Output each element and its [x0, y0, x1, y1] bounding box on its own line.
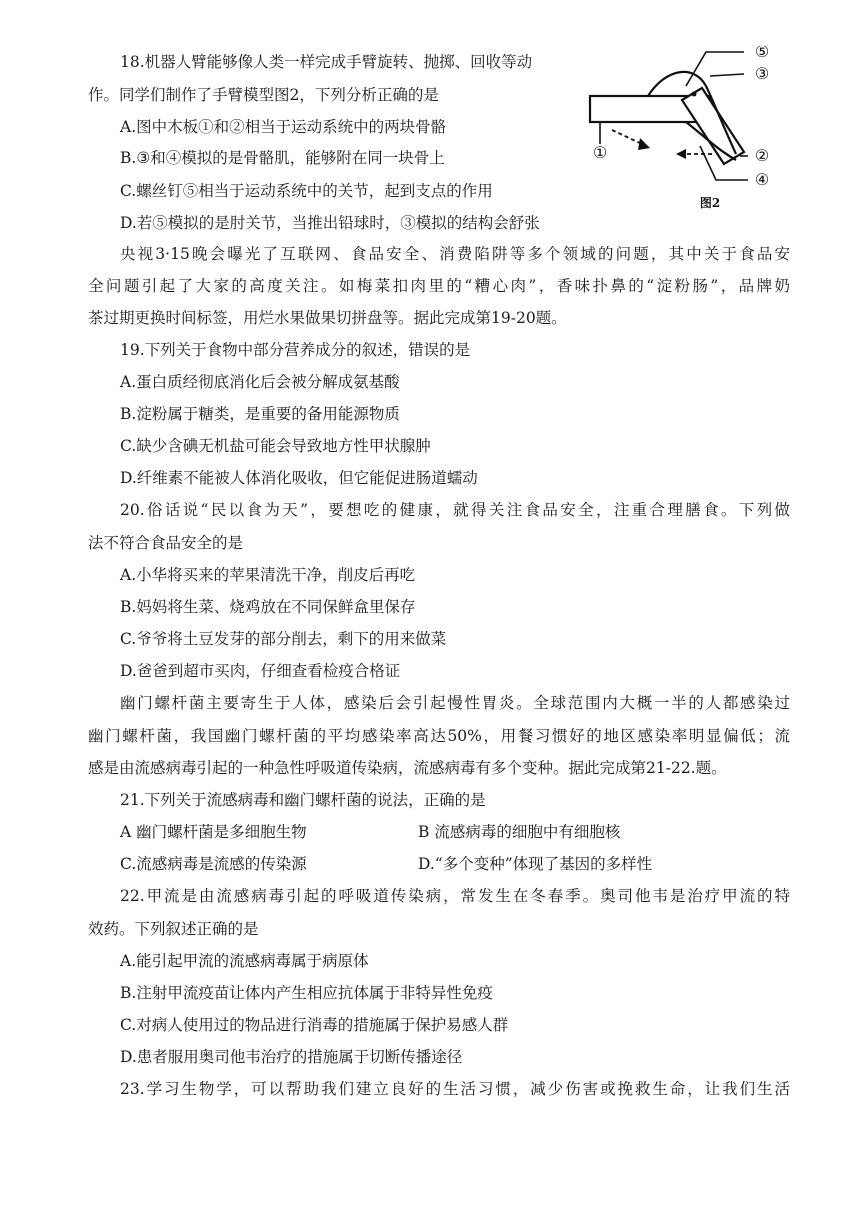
q19-option-a: A.蛋白质经彻底消化后会被分解成氨基酸 [120, 373, 400, 391]
intro2-line2: 幽门螺杆菌，我国幽门螺杆菌的平均感染率高达50%，用餐习惯好的地区感染率明显偏低；流 [88, 727, 790, 745]
intro1-line1: 央视3·15晚会曝光了互联网、食品安全、消费陷阱等多个领域的问题，其中关于食品安 [120, 245, 790, 263]
label-5: ⑤ [754, 46, 770, 61]
q20-stem-line1: 20.俗话说“民以食为天”，要想吃的健康，就得关注食品安全，注重合理膳食。下列做 [120, 501, 790, 519]
q21-option-a: A 幽门螺杆菌是多细胞生物 [120, 823, 307, 841]
q22-option-d: D.患者服用奥司他韦治疗的措施属于切断传播途径 [120, 1048, 463, 1066]
q18-option-d: D.若⑤模拟的是肘关节，当推出铅球时，③模拟的结构会舒张 [120, 214, 540, 232]
q20-option-b: B.妈妈将生菜、烧鸡放在不同保鲜盒里保存 [120, 598, 416, 616]
figure-caption: 图2 [699, 196, 721, 210]
q18-option-c: C.螺丝钉⑤相当于运动系统中的关节，起到支点的作用 [120, 182, 493, 200]
q22-stem-line2: 效药。下列叙述正确的是 [88, 920, 259, 938]
q23-stem-line1: 23.学习生物学，可以帮助我们建立良好的生活习惯，减少伤害或挽救生命，让我们生活 [120, 1080, 790, 1098]
q21-option-row2 [120, 854, 790, 874]
label-1: ① [592, 143, 608, 162]
q18-option-a: A.图中木板①和②相当于运动系统中的两块骨骼 [120, 118, 447, 136]
q22-option-b: B.注射甲流疫苗让体内产生相应抗体属于非特异性免疫 [120, 984, 493, 1002]
q21-option-b: B 流感病毒的细胞中有细胞核 [418, 823, 621, 841]
q22-option-c: C.对病人使用过的物品进行消毒的措施属于保护易感人群 [120, 1016, 509, 1034]
arm-model-figure [586, 46, 786, 216]
q21-option-c: C.流感病毒是流感的传染源 [120, 855, 307, 873]
intro2-line1: 幽门螺杆菌主要寄生于人体，感染后会引起慢性胃炎。全球范围内大概一半的人都感染过 [120, 694, 790, 712]
q20-option-d: D.爸爸到超市买肉，仔细查看检疫合格证 [120, 662, 401, 680]
q19-option-c: C.缺少含碘无机盐可能会导致地方性甲状腺肿 [120, 437, 431, 455]
q18-stem-line1: 18.机器人臂能够像人类一样完成手臂旋转、抛掷、回收等动 [120, 53, 533, 71]
intro1-line2: 全问题引起了大家的高度关注。如梅菜扣肉里的“糟心肉”，香味扑鼻的“淀粉肠”，品牌奶 [88, 277, 790, 295]
q19-option-b: B.淀粉属于糖类，是重要的备用能源物质 [120, 405, 400, 423]
q22-stem-line1: 22.甲流是由流感病毒引起的呼吸道传染病，常发生在冬春季。奥司他韦是治疗甲流的特 [120, 887, 790, 905]
q19-stem: 19.下列关于食物中部分营养成分的叙述，错误的是 [120, 341, 471, 359]
q19-option-d: D.纤维素不能被人体消化吸收，但它能促进肠道蠕动 [120, 469, 478, 487]
q20-stem-line2: 法不符合食品安全的是 [88, 534, 244, 552]
q21-option-row1 [120, 822, 790, 842]
q21-option-d: D.“多个变种”体现了基因的多样性 [418, 855, 653, 873]
q20-option-a: A.小华将买来的苹果清洗干净，削皮后再吃 [120, 566, 416, 584]
q22-option-a: A.能引起甲流的流感病毒属于病原体 [120, 952, 369, 970]
screw-5 [692, 92, 697, 97]
intro2-line3: 感是由流感病毒引起的一种急性呼吸道传染病，流感病毒有多个变种。据此完成第21-22.题。 [88, 759, 727, 777]
intro1-line3: 茶过期更换时间标签，用烂水果做果切拼盘等。据此完成第19-20题。 [88, 309, 567, 327]
label-2: ② [754, 146, 770, 165]
label-3: ③ [754, 64, 770, 83]
label-4: ④ [754, 170, 770, 189]
q18-option-b: B.③和④模拟的是骨骼肌，能够附在同一块骨上 [120, 149, 445, 167]
q20-option-c: C.爷爷将土豆发芽的部分削去，剩下的用来做菜 [120, 630, 447, 648]
q18-stem-line2: 作。同学们制作了手臂模型图2，下列分析正确的是 [88, 86, 439, 104]
q21-stem: 21.下列关于流感病毒和幽门螺杆菌的说法，正确的是 [120, 791, 486, 809]
